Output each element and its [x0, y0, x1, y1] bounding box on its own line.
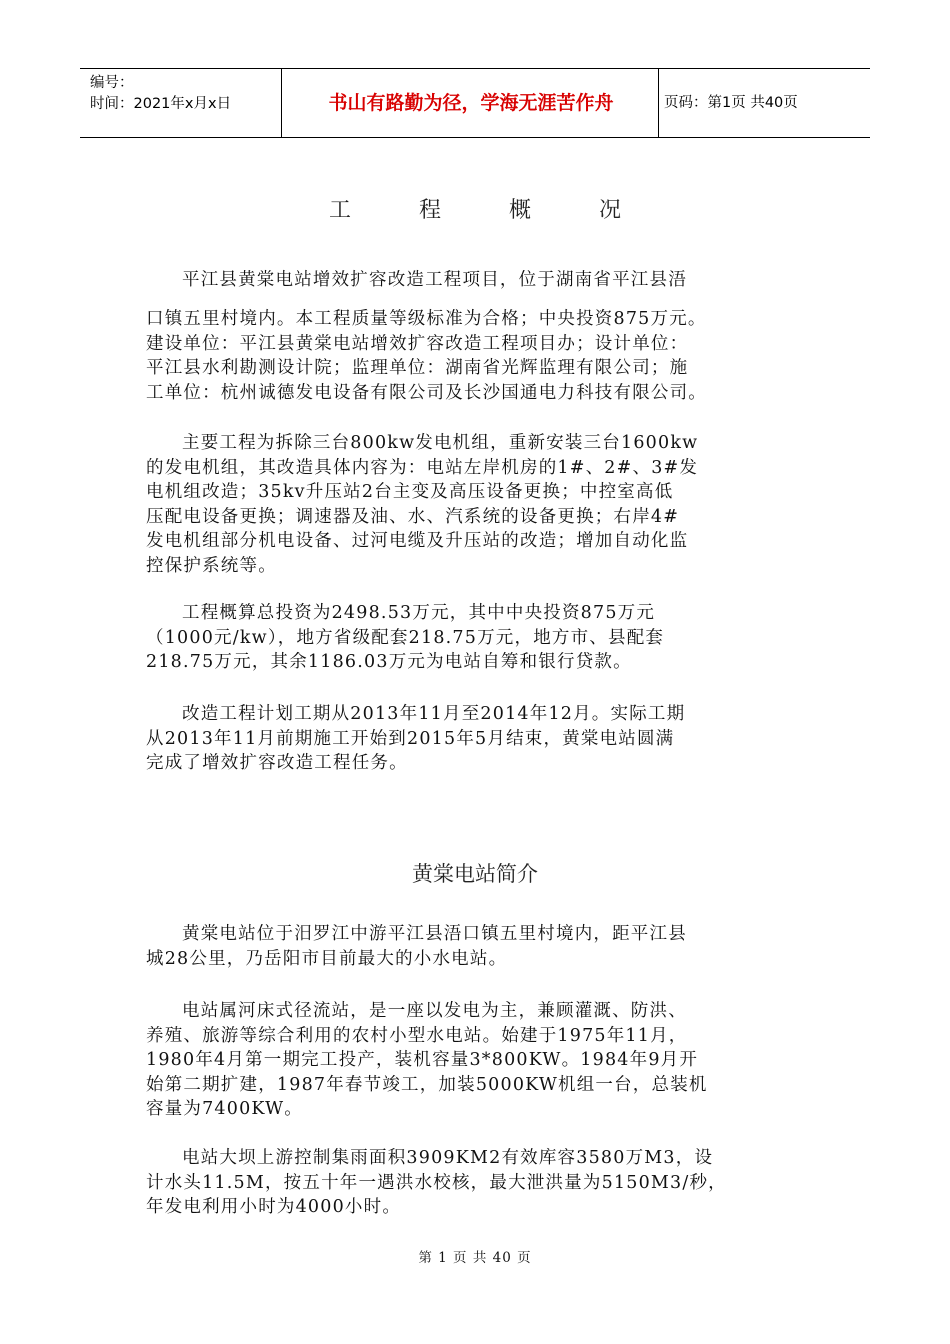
paragraph — [146, 431, 826, 578]
text-line: 工程概算总投资为2498.53万元，其中中央投资875万元 — [182, 603, 656, 623]
header-meta — [90, 73, 231, 115]
text-line: 从2013年11月前期施工开始到2015年5月结束，黄棠电站圆满 — [146, 728, 675, 749]
header-motto: 书山有路勤为径，学海无涯苦作舟 — [328, 92, 614, 114]
text-line: 的发电机组，其改造具体内容为：电站左岸机房的1#、2#、3#发 — [146, 457, 699, 478]
paragraph — [146, 601, 826, 675]
paragraph — [146, 307, 826, 405]
header-page-number: 页码：第1页 共40页 — [664, 95, 798, 111]
text-line: 平江县黄棠电站增效扩容改造工程项目，位于湖南省平江县浯 — [182, 270, 687, 290]
text-line: 养殖、旅游等综合利用的农村小型水电站。始建于1975年11月， — [146, 1025, 688, 1046]
header-divider — [658, 69, 659, 137]
text-line: 电站大坝上游控制集雨面积3909KM2有效库容3580万M3，设 — [182, 1148, 714, 1168]
text-line: 年发电利用小时为4000小时。 — [146, 1197, 402, 1217]
text-line: 城28公里，乃岳阳市目前最大的小水电站。 — [146, 948, 508, 969]
paragraph — [146, 702, 826, 776]
text-line: 口镇五里村境内。本工程质量等级标准为合格；中央投资875万元。 — [146, 309, 707, 329]
text-line: 压配电设备更换；调速器及油、水、汽系统的设备更换；右岸4# — [146, 506, 680, 527]
text-line: 工单位：杭州诚德发电设备有限公司及长沙国通电力科技有限公司。 — [146, 382, 707, 403]
text-line: 发电机组部分机电设备、过河电缆及升压站的改造；增加自动化监 — [146, 531, 689, 551]
text-line: 改造工程计划工期从2013年11月至2014年12月。实际工期 — [182, 704, 686, 724]
text-line: 控保护系统等。 — [146, 555, 277, 576]
header-number: 编号： — [90, 75, 134, 91]
text-line: 1980年4月第一期完工投产，装机容量3*800KW。1984年9月开 — [146, 1050, 699, 1070]
text-line: 黄棠电站位于汨罗江中游平江县浯口镇五里村境内，距平江县 — [182, 924, 687, 944]
text-line: 平江县水利勘测设计院；监理单位：湖南省光辉监理有限公司；施 — [146, 358, 689, 378]
paragraph — [146, 922, 826, 971]
paragraph — [146, 1146, 826, 1220]
text-line: 容量为7400KW。 — [146, 1099, 303, 1119]
header-time: 时间：2021年x月x日 — [90, 96, 232, 112]
text-line: 建设单位：平江县黄棠电站增效扩容改造工程项目办；设计单位： — [146, 333, 689, 354]
text-line: （1000元/kw），地方省级配套218.75万元，地方市、县配套 — [146, 627, 665, 648]
text-line: 完成了增效扩容改造工程任务。 — [146, 753, 408, 773]
paragraph — [146, 999, 826, 1122]
paragraph — [146, 268, 826, 293]
text-line: 主要工程为拆除三台800kw发电机组，重新安装三台1600kw — [182, 433, 699, 453]
page-header — [80, 68, 870, 138]
text-line: 218.75万元，其余1186.03万元为电站自筹和银行贷款。 — [146, 652, 632, 672]
section-title-station-intro: 黄棠电站简介 — [412, 862, 538, 886]
text-line: 始第二期扩建，1987年春节竣工，加装5000KW机组一台，总装机 — [146, 1074, 708, 1095]
section-title-overview: 工程概况 — [328, 198, 689, 223]
text-line: 电站属河床式径流站，是一座以发电为主，兼顾灌溉、防洪、 — [182, 1001, 687, 1021]
text-line: 电机组改造；35kv升压站2台主变及高压设备更换；中控室高低 — [146, 482, 674, 502]
page-footer-number: 第 1 页 共 40 页 — [418, 1250, 532, 1266]
text-line: 计水头11.5M，按五十年一遇洪水校核，最大泄洪量为5150M3/秒， — [146, 1172, 727, 1193]
